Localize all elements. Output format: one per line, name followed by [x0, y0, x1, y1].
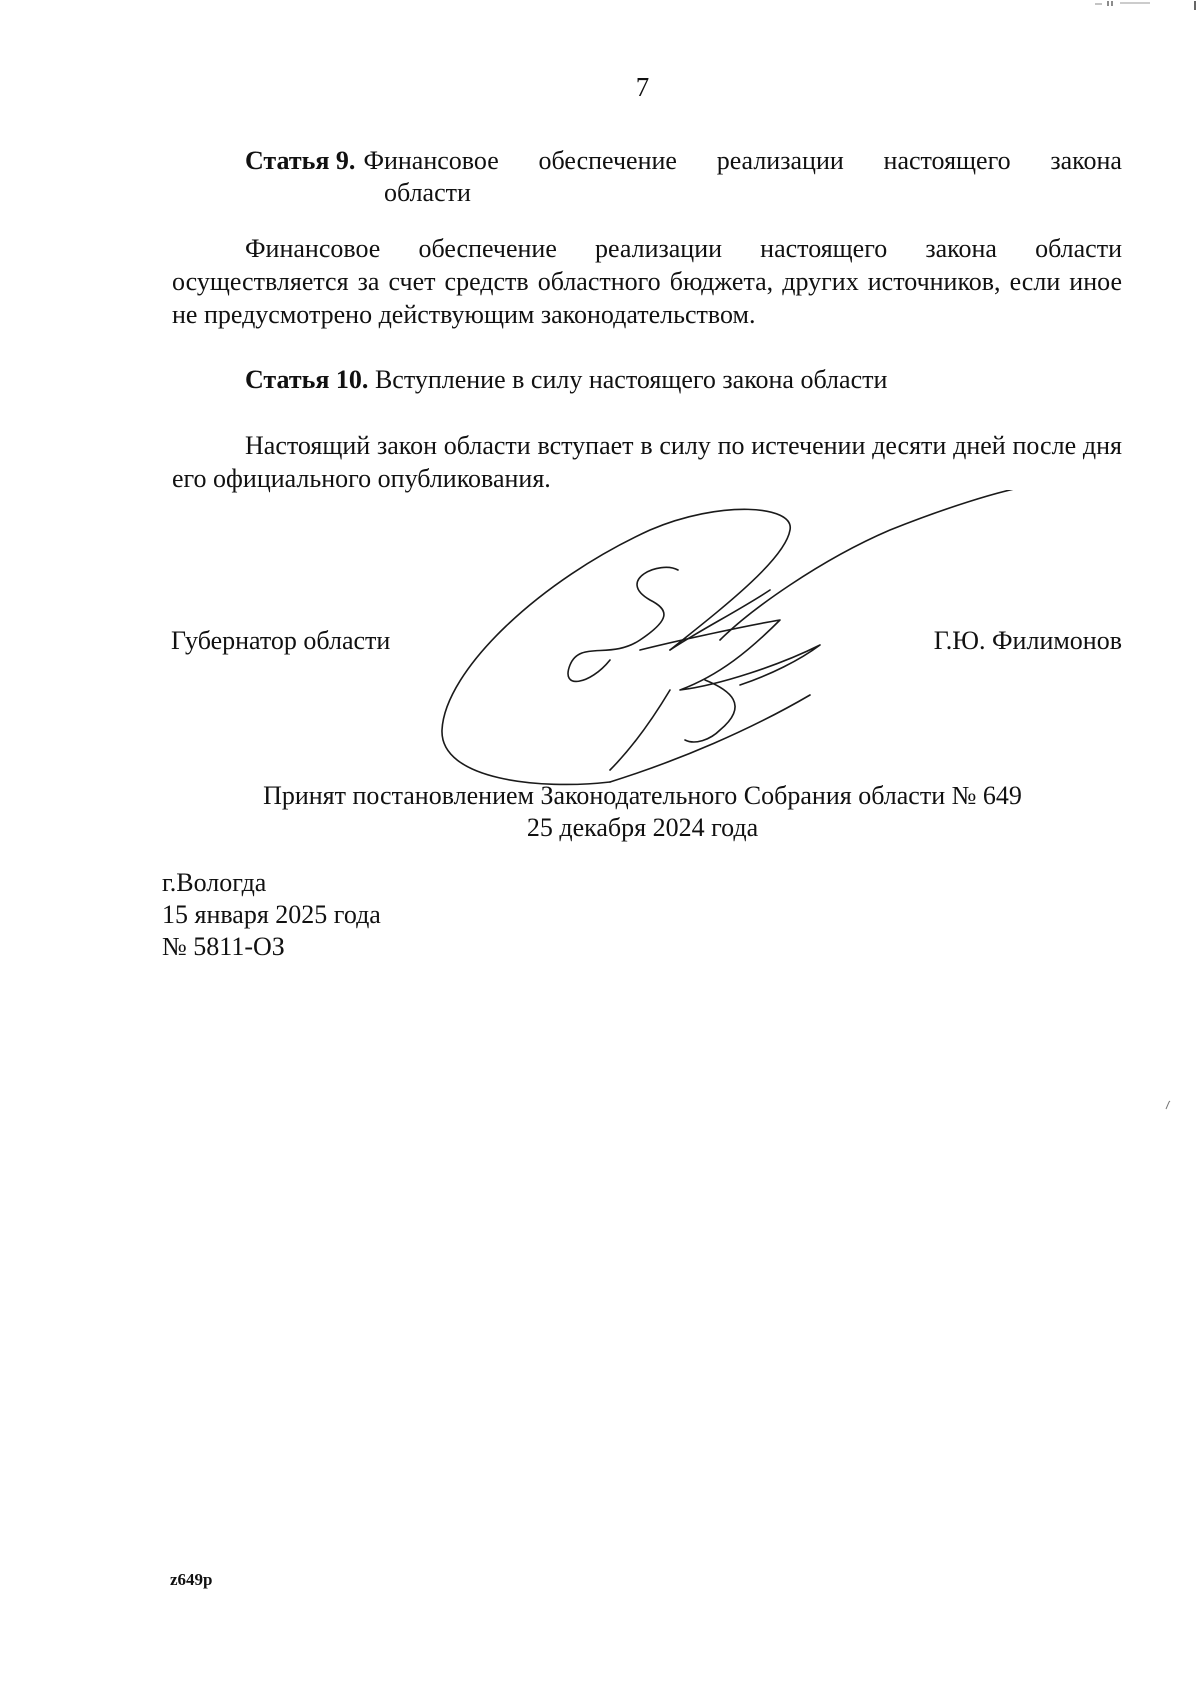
article-9-body-text: Финансовое обеспечение реализации настоящего закона области осуществляется за счет средств областного бюджета, других источников, если иное не предусмотрено действующим законодательством. — [172, 234, 1122, 329]
article-9-title-line2: области — [384, 178, 471, 207]
article-9-title-word: реализации — [716, 146, 844, 175]
document-code: z649p — [170, 1570, 213, 1589]
scan-corner-mark — [1040, 0, 1200, 12]
article-9-heading — [245, 145, 1122, 209]
adoption-date: 25 декабря 2024 года — [526, 813, 759, 842]
article-9-body — [172, 232, 1122, 331]
article-9-title-word: Финансовое — [363, 146, 499, 175]
scan-speck — [1165, 1100, 1171, 1110]
page-number: 7 — [635, 72, 650, 102]
adoption-note — [0, 780, 1200, 844]
article-10-title: Вступление в силу настоящего закона области — [374, 365, 888, 394]
article-10-body — [172, 429, 1122, 495]
article-9-title-word: настоящего — [883, 146, 1011, 175]
article-9-title-word: обеспечение — [538, 146, 677, 175]
article-9-label: Статья 9. — [245, 146, 356, 175]
article-9-title-line1 — [363, 145, 1122, 177]
signing-date: 15 января 2025 года — [162, 900, 381, 929]
article-10-heading — [245, 364, 1122, 396]
law-number: № 5811-ОЗ — [162, 932, 285, 961]
city: г.Вологда — [162, 868, 267, 897]
signatory-name: Г.Ю. Филимонов — [933, 626, 1122, 655]
signatory-position: Губернатор области — [171, 626, 391, 655]
article-9-title-word: закона — [1050, 146, 1122, 175]
article-10-body-text: Настоящий закон области вступает в силу по истечении десяти дней после дня его официального опубликования. — [172, 431, 1122, 493]
article-10-label: Статья 10. — [245, 365, 369, 394]
place-date-number — [162, 867, 381, 963]
adoption-line-1: Принят постановлением Законодательного Собрания области № 649 — [263, 781, 1022, 810]
